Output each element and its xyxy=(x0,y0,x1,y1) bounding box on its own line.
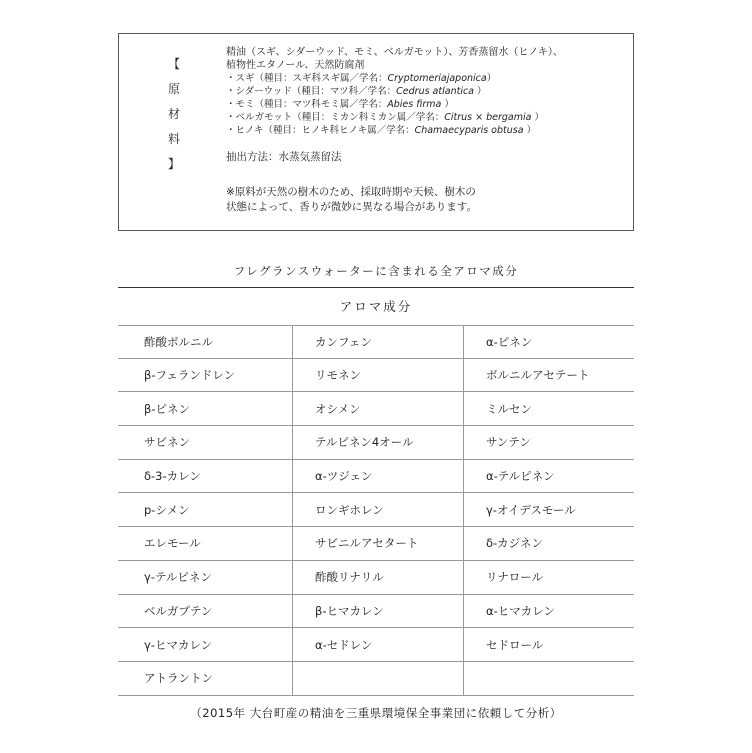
table-row xyxy=(118,460,634,494)
table-cell: α-ピネン xyxy=(463,326,634,358)
table-cell: γ-オイデスモール xyxy=(463,493,634,526)
table-cell: p-シメン xyxy=(144,502,190,517)
ingredients-content xyxy=(226,46,626,215)
species-close: ） xyxy=(441,99,454,110)
table-cell: ロンギホレン xyxy=(292,493,463,526)
ingredients-main-line: 精油（スギ、シダーウッド、モミ、ベルガモット）、芳香蒸留水（ヒノキ）、 xyxy=(226,47,563,58)
label-char: 原 xyxy=(167,82,180,96)
species-line xyxy=(226,111,626,124)
aroma-heading: アロマ成分 xyxy=(339,299,413,314)
table-row xyxy=(118,359,634,393)
label-char: 料 xyxy=(167,132,180,146)
species-line xyxy=(226,98,626,111)
table-cell: α-ツジェン xyxy=(292,460,463,493)
table-cell: γ-テルピネン xyxy=(144,570,212,585)
table-cell: β-フェランドレン xyxy=(144,368,236,383)
table-cell: δ-カジネン xyxy=(463,527,634,560)
divider xyxy=(118,287,634,288)
table-row xyxy=(118,426,634,460)
table-cell: ボルニルアセテート xyxy=(463,359,634,392)
table-cell: オシメン xyxy=(292,392,463,425)
analysis-footnote: （2015年 大台町産の精油を三重県環境保全事業団に依頼して分析） xyxy=(190,706,562,720)
table-cell: α-テルピネン xyxy=(463,460,634,493)
table-cell: サビニルアセタート xyxy=(292,527,463,560)
label-char: 材 xyxy=(167,107,180,121)
aroma-components-table xyxy=(118,325,634,696)
species-text: ・ヒノキ（種目：ヒノキ科ヒノキ属／学名： xyxy=(226,125,415,136)
table-cell: β-ヒマカレン xyxy=(292,595,463,628)
species-latin-name: Cryptomeriajaponica xyxy=(387,73,487,84)
table-cell: ミルセン xyxy=(463,392,634,425)
species-text: ・モミ（種目：マツ科モミ属／学名： xyxy=(226,99,388,110)
table-cell: リモネン xyxy=(292,359,463,392)
table-cell: アトラントン xyxy=(144,671,213,686)
species-text: ・スギ（種目：スギ科スギ属／学名： xyxy=(226,73,388,84)
species-line xyxy=(226,124,626,137)
table-cell xyxy=(292,662,463,695)
species-text: ・ベルガモット（種目：ミカン科ミカン属／学名： xyxy=(226,112,445,123)
extraction-method: 抽出方法：水蒸気蒸留法 xyxy=(226,151,342,163)
table-cell: γ-ヒマカレン xyxy=(144,637,213,652)
table-cell: 酢酸ボルニル xyxy=(144,334,213,349)
table-row xyxy=(118,392,634,426)
note-line: ※原料が天然の樹木のため、採取時期や天候、樹木の xyxy=(226,186,476,198)
species-latin-name: Citrus × bergamia xyxy=(444,112,532,123)
table-row xyxy=(118,493,634,527)
label-char: 【 xyxy=(167,57,180,71)
table-row xyxy=(118,527,634,561)
table-cell: ベルガプテン xyxy=(144,603,213,618)
species-list xyxy=(226,72,626,137)
species-latin-name: Cedrus atlantica xyxy=(396,86,474,97)
table-cell: β-ピネン xyxy=(144,401,190,416)
table-cell xyxy=(463,662,634,695)
ingredients-box xyxy=(118,33,634,231)
note-line: 状態によって、香りが微妙に異なる場合があります。 xyxy=(226,201,477,213)
species-close: ） xyxy=(486,73,497,84)
table-row xyxy=(118,628,634,662)
species-text: ・シダーウッド（種目：マツ科／学名： xyxy=(226,86,397,97)
table-cell: セドロール xyxy=(463,628,634,661)
table-cell: リナロール xyxy=(463,561,634,594)
table-cell: テルピネン4オール xyxy=(292,426,463,459)
table-row xyxy=(118,561,634,595)
table-row xyxy=(118,595,634,629)
table-cell: カンフェン xyxy=(292,326,463,358)
table-row xyxy=(118,325,634,359)
table-row xyxy=(118,662,634,696)
species-latin-name: Chamaecyparis obtusa xyxy=(414,125,524,136)
ingredients-label xyxy=(164,52,184,177)
table-cell: サンテン xyxy=(463,426,634,459)
label-char: 】 xyxy=(167,157,180,171)
species-line xyxy=(226,72,626,85)
table-cell: 酢酸リナリル xyxy=(292,561,463,594)
fragrance-heading: フレグランスウォーターに含まれる全アロマ成分 xyxy=(233,264,519,278)
table-cell: α-セドレン xyxy=(292,628,463,661)
table-cell: δ-3-カレン xyxy=(144,469,201,484)
species-close: ） xyxy=(531,112,544,123)
species-line xyxy=(226,85,626,98)
table-cell: α-ヒマカレン xyxy=(463,595,634,628)
table-cell: サビネン xyxy=(144,435,190,450)
ingredients-note xyxy=(226,185,626,215)
table-cell: エレモール xyxy=(144,536,201,551)
species-latin-name: Abies firma xyxy=(387,99,442,110)
species-close: ） xyxy=(474,86,487,97)
species-close: ） xyxy=(523,125,537,136)
ingredients-main-line: 植物性エタノール、天然防腐剤 xyxy=(226,60,365,71)
